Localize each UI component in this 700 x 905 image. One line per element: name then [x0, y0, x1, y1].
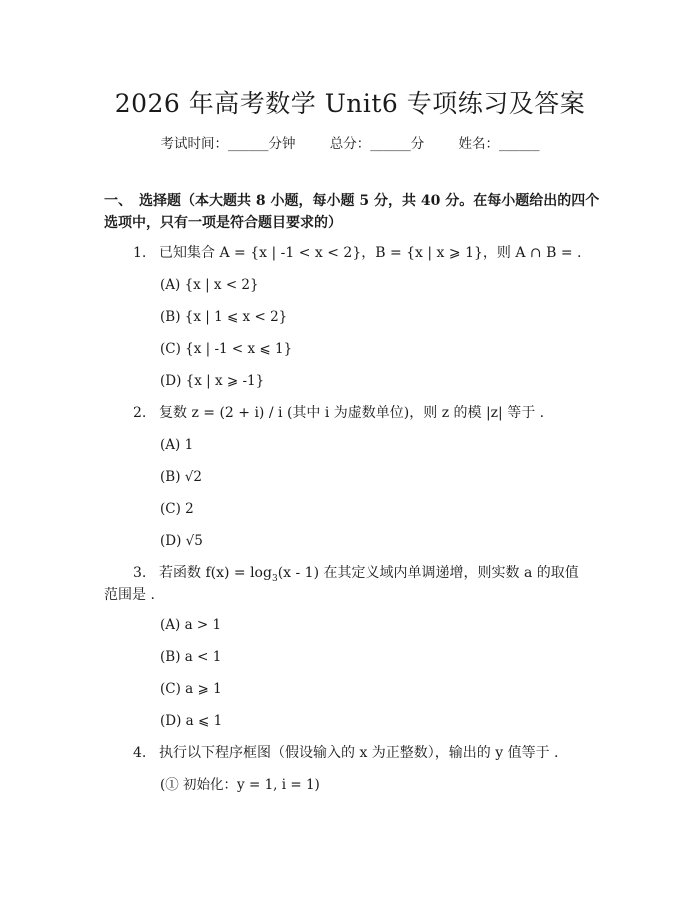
option-d: (D) {x | x ⩾ -1} [160, 373, 265, 389]
question-stem: 若函数 f(x) = log [159, 565, 272, 581]
option-a: (A) 1 [160, 437, 194, 453]
option-c: (C) 2 [160, 501, 194, 517]
option-b: (B) {x | 1 ⩽ x < 2} [160, 309, 288, 325]
exam-info [0, 132, 700, 152]
option-b: (B) √2 [160, 469, 202, 485]
question-number: 4. [133, 745, 147, 761]
exam-time-field: 考试时间：______分钟 [160, 136, 296, 152]
page-title: 2026 年高考数学 Unit6 专项练习及答案 [114, 89, 586, 118]
question-2 [133, 402, 593, 424]
question-number: 1. [133, 245, 147, 261]
option-d: (D) √5 [160, 533, 203, 549]
question-stem-wrap: 范围是 . [104, 587, 155, 603]
option-a: (A) {x | x < 2} [160, 277, 259, 293]
option-b: (B) a < 1 [160, 649, 222, 665]
log-base: 3 [271, 573, 278, 584]
option-c: (C) a ⩾ 1 [160, 681, 222, 697]
student-name-field: 姓名：______ [458, 136, 540, 152]
question-stem: 执行以下程序框图（假设输入的 x 为正整数），输出的 y 值等于 . [159, 745, 559, 761]
flowchart-step: (① 初始化：y = 1, i = 1) [160, 777, 320, 793]
question-number: 2. [133, 405, 147, 421]
question-4 [133, 742, 593, 764]
option-c: (C) {x | -1 < x ⩽ 1} [160, 341, 293, 357]
total-score-field: 总分：______分 [329, 136, 425, 152]
question-stem-continued: (x - 1) 在其定义域内单调递增，则实数 a 的取值 [277, 565, 579, 581]
question-stem: 复数 z = (2 + i) / i (其中 i 为虚数单位)，则 z 的模 |z| 等于 . [159, 405, 545, 421]
question-stem: 已知集合 A = {x | -1 < x < 2}，B = {x | x ⩾ 1}，则 A ∩ B = . [159, 245, 582, 261]
option-d: (D) a ⩽ 1 [160, 713, 223, 729]
question-1 [133, 242, 593, 264]
option-a: (A) a > 1 [160, 617, 222, 633]
question-number: 3. [133, 565, 147, 581]
section-heading: 一、 选择题（本大题共 8 小题，每小题 5 分，共 40 分。在每小题给出的四个选项中，只有一项是符合题目要求的） [104, 193, 600, 231]
